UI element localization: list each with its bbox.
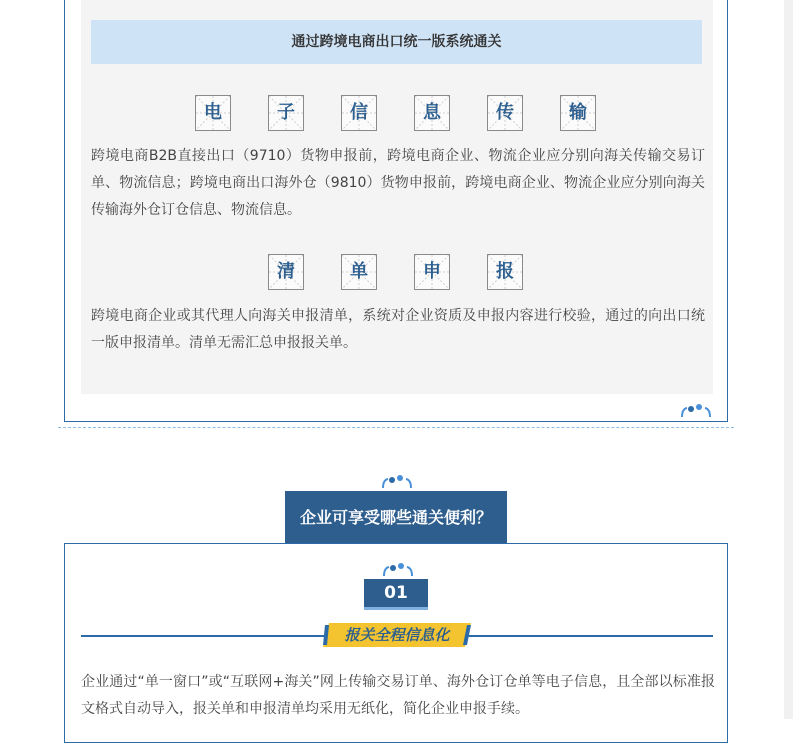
heading-char: 信 (350, 102, 368, 123)
decorative-dots-icon (380, 474, 414, 490)
heading-char: 申 (423, 261, 441, 282)
heading-char: 报 (496, 261, 514, 282)
benefit-tag-label: 报关全程信息化 (344, 626, 450, 644)
paragraph-info-transmission: 跨境电商B2B直接出口（9710）货物申报前，跨境电商企业、物流企业应分别向海关传输交易订单、物流信息；跨境电商出口海外仓（9810）货物申报前，跨境电商企业、物流企业应分别向海关传输海外仓订仓信息、物流信息。 (91, 148, 705, 218)
info-box-top (64, 0, 728, 422)
heading-electronic-info-transmission (81, 95, 713, 133)
grid-char-box (487, 95, 523, 131)
number-underline (364, 607, 428, 610)
content-panel (81, 0, 713, 394)
grid-char-box (341, 95, 377, 131)
item-number-badge: 01 (364, 579, 428, 607)
heading-char: 传 (496, 102, 514, 123)
heading-char: 输 (569, 102, 587, 123)
heading-char: 单 (350, 261, 368, 282)
section-title: 企业可享受哪些通关便利？ (285, 491, 507, 543)
grid-char-box (268, 254, 304, 290)
section-divider (58, 427, 734, 428)
decorative-dots-icon (679, 403, 713, 419)
grid-char-box (560, 95, 596, 131)
heading-char: 电 (204, 102, 222, 123)
benefit-tag (323, 623, 471, 647)
paragraph-manifest-declaration: 跨境电商企业或其代理人向海关申报清单，系统对企业资质及申报内容进行校验，通过的向出口统一版申报清单。清单无需汇总申报报关单。 (91, 308, 705, 351)
grid-char-box (268, 95, 304, 131)
grid-char-box (195, 95, 231, 131)
decorative-dots-icon (381, 562, 415, 578)
grid-char-box (341, 254, 377, 290)
grid-char-box (414, 254, 450, 290)
info-box-bottom (64, 543, 728, 743)
benefit-paragraph: 企业通过“单一窗口”或“互联网+海关”网上传输交易订单、海外仓订仓单等电子信息，且全部以标准报文格式自动导入，报关单和申报清单均采用无纸化，简化企业申报手续。 (81, 674, 715, 717)
heading-char: 息 (423, 102, 441, 123)
banner-title: 通过跨境电商出口统一版系统通关 (91, 20, 702, 64)
heading-char: 清 (277, 261, 295, 282)
page-scrollbar[interactable] (784, 0, 793, 719)
grid-char-box (414, 95, 450, 131)
heading-char: 子 (277, 102, 295, 123)
grid-char-box (487, 254, 523, 290)
heading-manifest-declaration (81, 254, 713, 292)
